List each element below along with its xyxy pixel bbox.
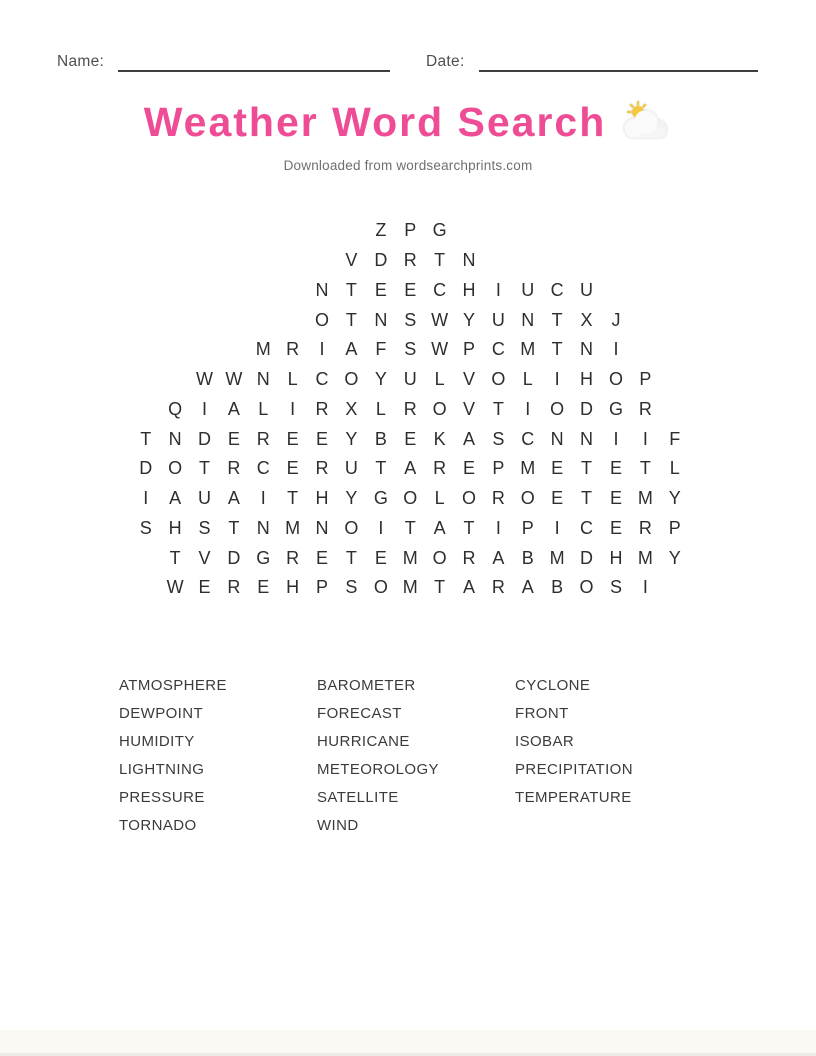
date-label: Date:	[426, 53, 465, 70]
grid-empty-cell	[160, 305, 189, 335]
grid-letter: P	[639, 369, 652, 390]
grid-empty-cell	[660, 365, 689, 395]
grid-letter: O	[315, 309, 330, 330]
grid-empty-cell	[484, 216, 513, 246]
grid-letter: O	[520, 488, 535, 509]
grid-empty-cell	[454, 216, 483, 246]
grid-letter: T	[287, 488, 299, 509]
grid-letter: T	[345, 279, 357, 300]
grid-empty-cell	[660, 573, 689, 603]
grid-letter: E	[374, 547, 387, 568]
grid-empty-cell	[160, 335, 189, 365]
grid-letter: I	[642, 428, 648, 449]
grid-letter: D	[580, 547, 594, 568]
grid-letter: Y	[668, 547, 681, 568]
grid-letter: B	[521, 547, 534, 568]
grid-letter: I	[525, 398, 531, 419]
grid-empty-cell	[131, 573, 160, 603]
grid-empty-cell	[307, 246, 336, 276]
grid-letter: E	[316, 547, 329, 568]
grid-letter: R	[227, 577, 241, 598]
grid-letter: H	[168, 517, 182, 538]
grid-letter: I	[613, 428, 619, 449]
word-list-item: TEMPERATURE	[515, 789, 632, 806]
grid-letter: U	[521, 279, 535, 300]
grid-letter: H	[462, 279, 476, 300]
grid-letter: C	[580, 517, 594, 538]
grid-empty-cell	[484, 246, 513, 276]
grid-letter: A	[345, 339, 358, 360]
grid-letter: B	[551, 577, 564, 598]
word-list-item: PRESSURE	[119, 789, 205, 806]
grid-letter: L	[434, 488, 445, 509]
grid-letter: Y	[345, 428, 358, 449]
grid-empty-cell	[131, 365, 160, 395]
word-list-item: METEOROLOGY	[317, 761, 439, 778]
word-list-column	[317, 672, 515, 840]
grid-letter: U	[403, 369, 417, 390]
grid-letter: D	[139, 458, 153, 479]
grid-letter: G	[373, 488, 388, 509]
grid-empty-cell	[190, 305, 219, 335]
grid-letter: N	[315, 517, 329, 538]
grid-letter: W	[431, 309, 449, 330]
grid-empty-cell	[278, 276, 307, 306]
grid-letter: E	[404, 279, 417, 300]
grid-letter: V	[198, 547, 211, 568]
grid-empty-cell	[131, 305, 160, 335]
grid-letter: N	[521, 309, 535, 330]
grid-letter: O	[168, 458, 183, 479]
grid-letter: U	[491, 309, 505, 330]
grid-empty-cell	[660, 335, 689, 365]
grid-empty-cell	[513, 246, 542, 276]
grid-letter: I	[495, 517, 501, 538]
grid-letter: E	[551, 488, 564, 509]
word-list-item: WIND	[317, 817, 359, 834]
grid-letter: R	[433, 458, 447, 479]
grid-letter: L	[258, 398, 269, 419]
grid-empty-cell	[660, 305, 689, 335]
grid-letter: T	[198, 458, 210, 479]
grid-letter: M	[285, 517, 301, 538]
grid-letter: O	[579, 577, 594, 598]
grid-letter: E	[227, 428, 240, 449]
grid-letter: S	[198, 517, 211, 538]
grid-letter: A	[227, 398, 240, 419]
header-row	[0, 53, 816, 75]
grid-letter: W	[195, 369, 213, 390]
date-field	[426, 53, 758, 72]
word-list-column	[119, 672, 317, 840]
grid-letter: P	[316, 577, 329, 598]
grid-letter: T	[492, 398, 504, 419]
grid-letter: Y	[668, 488, 681, 509]
name-label: Name:	[57, 53, 105, 70]
word-list-item: FORECAST	[317, 705, 402, 722]
grid-empty-cell	[249, 305, 278, 335]
grid-letter: C	[521, 428, 535, 449]
grid-letter: T	[404, 517, 416, 538]
grid-letter: W	[225, 369, 243, 390]
grid-letter: R	[227, 458, 241, 479]
grid-letter: C	[256, 458, 270, 479]
grid-empty-cell	[513, 216, 542, 246]
grid-empty-cell	[572, 246, 601, 276]
grid-letter: M	[520, 339, 536, 360]
grid-empty-cell	[572, 216, 601, 246]
grid-empty-cell	[190, 335, 219, 365]
grid-empty-cell	[601, 246, 630, 276]
grid-letter: I	[378, 517, 384, 538]
grid-empty-cell	[631, 276, 660, 306]
grid-letter: L	[375, 398, 386, 419]
grid-empty-cell	[219, 246, 248, 276]
grid-empty-cell	[278, 305, 307, 335]
letter-grid	[131, 216, 689, 603]
grid-letter: O	[461, 488, 476, 509]
grid-letter: E	[404, 428, 417, 449]
grid-letter: E	[551, 458, 564, 479]
grid-letter: S	[404, 339, 417, 360]
grid-letter: Z	[375, 220, 387, 241]
grid-letter: I	[290, 398, 296, 419]
word-list-column	[515, 672, 633, 840]
word-list-item: LIGHTNING	[119, 761, 205, 778]
grid-letter: E	[609, 488, 622, 509]
grid-letter: N	[374, 309, 388, 330]
grid-letter: C	[433, 279, 447, 300]
grid-letter: G	[256, 547, 271, 568]
grid-empty-cell	[131, 276, 160, 306]
grid-empty-cell	[131, 246, 160, 276]
grid-letter: O	[344, 369, 359, 390]
grid-empty-cell	[542, 216, 571, 246]
grid-letter: F	[669, 428, 681, 449]
grid-letter: X	[345, 398, 358, 419]
grid-letter: T	[581, 458, 593, 479]
grid-empty-cell	[307, 216, 336, 246]
grid-letter: B	[374, 428, 387, 449]
date-blank-line	[479, 56, 758, 72]
grid-letter: R	[638, 517, 652, 538]
word-list-item: CYCLONE	[515, 677, 591, 694]
grid-letter: Y	[462, 309, 475, 330]
grid-letter: N	[315, 279, 329, 300]
grid-letter: R	[286, 339, 300, 360]
word-list-item: HURRICANE	[317, 733, 410, 750]
grid-letter: C	[315, 369, 329, 390]
grid-letter: H	[580, 369, 594, 390]
grid-letter: E	[609, 517, 622, 538]
grid-empty-cell	[131, 395, 160, 425]
grid-empty-cell	[190, 216, 219, 246]
grid-empty-cell	[219, 216, 248, 246]
grid-letter: M	[637, 547, 653, 568]
grid-empty-cell	[131, 335, 160, 365]
grid-letter: G	[608, 398, 623, 419]
grid-letter: P	[404, 220, 417, 241]
grid-letter: T	[639, 458, 651, 479]
grid-letter: E	[374, 279, 387, 300]
grid-letter: N	[168, 428, 182, 449]
grid-empty-cell	[601, 276, 630, 306]
grid-letter: O	[373, 577, 388, 598]
grid-empty-cell	[660, 395, 689, 425]
grid-empty-cell	[278, 216, 307, 246]
grid-letter: A	[492, 547, 505, 568]
word-list-item: SATELLITE	[317, 789, 399, 806]
grid-empty-cell	[249, 216, 278, 246]
title-row	[0, 96, 816, 148]
grid-letter: R	[491, 577, 505, 598]
grid-letter: O	[403, 488, 418, 509]
grid-letter: A	[227, 488, 240, 509]
grid-empty-cell	[660, 246, 689, 276]
grid-letter: E	[286, 458, 299, 479]
grid-letter: W	[166, 577, 184, 598]
grid-letter: T	[345, 309, 357, 330]
grid-letter: H	[286, 577, 300, 598]
grid-letter: P	[462, 339, 475, 360]
grid-letter: N	[580, 339, 594, 360]
grid-letter: I	[201, 398, 207, 419]
grid-letter: M	[255, 339, 271, 360]
page-edge-cream-strip	[0, 1030, 816, 1053]
grid-letter: O	[608, 369, 623, 390]
grid-empty-cell	[631, 246, 660, 276]
grid-empty-cell	[160, 276, 189, 306]
grid-letter: O	[550, 398, 565, 419]
grid-empty-cell	[249, 246, 278, 276]
grid-empty-cell	[131, 543, 160, 573]
grid-letter: Y	[374, 369, 387, 390]
grid-letter: R	[286, 547, 300, 568]
grid-letter: I	[554, 369, 560, 390]
grid-letter: L	[287, 369, 298, 390]
grid-letter: T	[434, 577, 446, 598]
grid-letter: D	[374, 250, 388, 271]
grid-letter: T	[551, 309, 563, 330]
grid-letter: I	[495, 279, 501, 300]
grid-letter: T	[463, 517, 475, 538]
grid-letter: P	[492, 458, 505, 479]
name-blank-line	[118, 56, 390, 72]
grid-empty-cell	[190, 246, 219, 276]
grid-empty-cell	[278, 246, 307, 276]
grid-letter: A	[462, 428, 475, 449]
grid-letter: V	[462, 398, 475, 419]
grid-letter: V	[462, 369, 475, 390]
grid-letter: K	[433, 428, 446, 449]
grid-letter: R	[462, 547, 476, 568]
grid-letter: Y	[345, 488, 358, 509]
grid-empty-cell	[219, 305, 248, 335]
grid-letter: T	[375, 458, 387, 479]
grid-letter: T	[140, 428, 152, 449]
grid-letter: Q	[168, 398, 183, 419]
grid-letter: G	[432, 220, 447, 241]
grid-letter: A	[169, 488, 182, 509]
grid-letter: I	[143, 488, 149, 509]
word-list-item: HUMIDITY	[119, 733, 195, 750]
grid-letter: U	[344, 458, 358, 479]
grid-letter: T	[228, 517, 240, 538]
grid-letter: E	[198, 577, 211, 598]
grid-letter: R	[403, 250, 417, 271]
grid-letter: A	[462, 577, 475, 598]
grid-letter: J	[611, 309, 621, 330]
grid-letter: N	[256, 517, 270, 538]
grid-empty-cell	[660, 216, 689, 246]
grid-empty-cell	[631, 216, 660, 246]
word-list-item: DEWPOINT	[119, 705, 204, 722]
grid-letter: U	[197, 488, 211, 509]
grid-letter: P	[521, 517, 534, 538]
grid-empty-cell	[631, 335, 660, 365]
grid-letter: I	[613, 339, 619, 360]
grid-letter: I	[319, 339, 325, 360]
grid-letter: D	[197, 428, 211, 449]
word-list	[119, 672, 633, 840]
grid-letter: L	[434, 369, 445, 390]
grid-letter: C	[550, 279, 564, 300]
grid-letter: L	[522, 369, 533, 390]
grid-letter: O	[432, 398, 447, 419]
grid-letter: M	[402, 577, 418, 598]
grid-empty-cell	[601, 216, 630, 246]
grid-letter: W	[431, 339, 449, 360]
grid-empty-cell	[160, 246, 189, 276]
grid-letter: P	[668, 517, 681, 538]
grid-letter: T	[551, 339, 563, 360]
grid-letter: L	[669, 458, 680, 479]
grid-letter: D	[580, 398, 594, 419]
grid-letter: N	[550, 428, 564, 449]
grid-letter: T	[169, 547, 181, 568]
grid-letter: M	[637, 488, 653, 509]
grid-letter: O	[491, 369, 506, 390]
grid-empty-cell	[337, 216, 366, 246]
word-list-item: BAROMETER	[317, 677, 416, 694]
grid-empty-cell	[631, 305, 660, 335]
grid-letter: E	[257, 577, 270, 598]
grid-letter: U	[580, 279, 594, 300]
grid-empty-cell	[219, 276, 248, 306]
grid-empty-cell	[542, 246, 571, 276]
grid-letter: M	[402, 547, 418, 568]
grid-empty-cell	[249, 276, 278, 306]
word-list-item: FRONT	[515, 705, 569, 722]
grid-letter: E	[462, 458, 475, 479]
grid-letter: E	[286, 428, 299, 449]
grid-letter: F	[375, 339, 387, 360]
word-list-item: ISOBAR	[515, 733, 575, 750]
grid-letter: E	[316, 428, 329, 449]
grid-letter: S	[139, 517, 152, 538]
grid-empty-cell	[219, 335, 248, 365]
grid-letter: R	[315, 398, 329, 419]
grid-letter: R	[256, 428, 270, 449]
grid-letter: S	[404, 309, 417, 330]
grid-letter: C	[491, 339, 505, 360]
grid-letter: R	[315, 458, 329, 479]
grid-empty-cell	[160, 216, 189, 246]
grid-empty-cell	[160, 365, 189, 395]
grid-letter: S	[345, 577, 358, 598]
grid-letter: V	[345, 250, 358, 271]
page-title: Weather Word Search	[143, 98, 607, 145]
source-subtitle: Downloaded from wordsearchprints.com	[283, 158, 533, 173]
grid-letter: R	[638, 398, 652, 419]
grid-letter: O	[432, 547, 447, 568]
word-list-item: TORNADO	[119, 817, 197, 834]
grid-letter: N	[580, 428, 594, 449]
grid-letter: T	[581, 488, 593, 509]
grid-letter: S	[492, 428, 505, 449]
grid-letter: I	[554, 517, 560, 538]
grid-letter: N	[256, 369, 270, 390]
grid-letter: A	[433, 517, 446, 538]
grid-letter: O	[344, 517, 359, 538]
grid-letter: H	[609, 547, 623, 568]
name-field	[57, 53, 390, 72]
grid-letter: T	[434, 250, 446, 271]
grid-letter: R	[403, 398, 417, 419]
grid-letter: H	[315, 488, 329, 509]
grid-letter: R	[491, 488, 505, 509]
grid-letter: M	[549, 547, 565, 568]
grid-letter: A	[521, 577, 534, 598]
grid-empty-cell	[131, 216, 160, 246]
grid-letter: S	[609, 577, 622, 598]
word-list-item: PRECIPITATION	[515, 761, 633, 778]
grid-empty-cell	[190, 276, 219, 306]
word-list-item: ATMOSPHERE	[119, 677, 227, 694]
grid-letter: I	[642, 577, 648, 598]
grid-letter: M	[520, 458, 536, 479]
grid-letter: D	[227, 547, 241, 568]
grid-letter: A	[404, 458, 417, 479]
grid-letter: T	[345, 547, 357, 568]
grid-letter: E	[609, 458, 622, 479]
grid-letter: I	[260, 488, 266, 509]
sun-behind-cloud-icon	[618, 101, 672, 146]
grid-letter: N	[462, 250, 476, 271]
grid-empty-cell	[660, 276, 689, 306]
grid-letter: X	[580, 309, 593, 330]
